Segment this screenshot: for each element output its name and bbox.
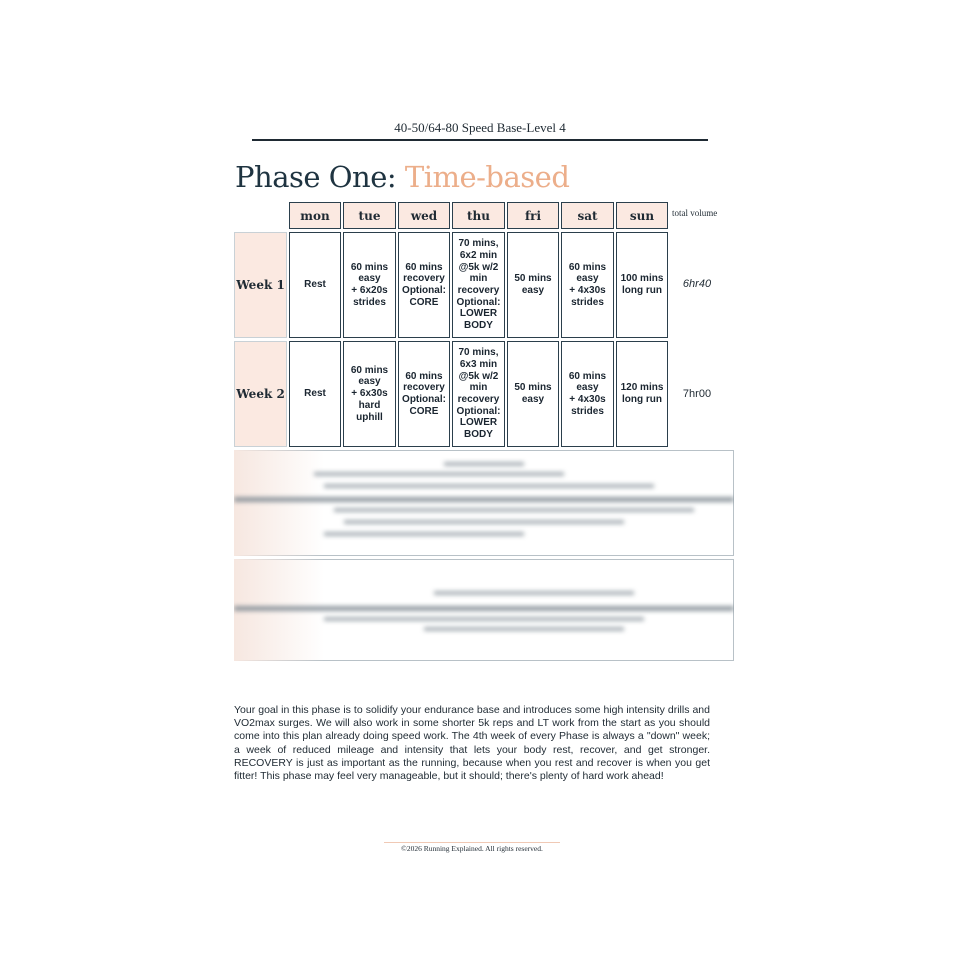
workout-cell: 60 mins easy + 6x30s hard uphill [343,341,396,447]
phase-title-accent: Time-based [404,160,570,194]
day-header-wed: wed [398,202,450,229]
workout-cell: 60 mins easy + 6x20s strides [343,232,396,338]
total-volume-value: 7hr00 [682,388,712,400]
day-header-sat: sat [561,202,614,229]
blurred-text [324,532,524,536]
workout-cell: 50 mins easy [507,232,559,338]
blurred-text [344,520,624,524]
blurred-week-row [234,450,734,556]
blurred-row-shade [234,450,324,556]
total-volume-header: total volume [672,208,718,218]
day-header-mon: mon [289,202,341,229]
blurred-text [324,617,644,621]
week-label: Week 2 [234,341,287,447]
workout-cell: 70 mins, 6x3 min @5k w/2 min recovery Optional: LOWER BODY [452,341,505,447]
header-rule [252,139,708,141]
workout-cell: 70 mins, 6x2 min @5k w/2 min recovery Optional: LOWER BODY [452,232,505,338]
blurred-text [434,591,634,595]
phase-title-main: Phase One: [235,160,405,194]
blurred-text [334,508,694,512]
blurred-text [234,606,734,611]
workout-cell: 60 mins recovery Optional: CORE [398,341,450,447]
week-label: Week 1 [234,232,287,338]
workout-cell: 100 mins long run [616,232,668,338]
document-header-title: 40-50/64-80 Speed Base-Level 4 [394,120,566,135]
blurred-text [324,484,654,488]
footer-rule [384,842,560,843]
blurred-text [314,472,564,476]
copyright-footer: ©2026 Running Explained. All rights reserved. [401,844,543,853]
day-header-thu: thu [452,202,505,229]
workout-cell: Rest [289,232,341,338]
workout-cell: Rest [289,341,341,447]
phase-description: Your goal in this phase is to solidify your endurance base and introduces some high intensity drills and VO2max surges. We will also work in some shorter 5k reps and LT work from the start as you should come into this plan already doing speed work. The 4th week of every Phase is always a "down" week; a week of reduced mileage and intensity that lets your body rest, recover, and get stronger. RECOVERY is just as important as the running, because when you rest and recover is when you get fitter! This phase may feel very manageable, but it should; there's plenty of hard work ahead! [234,704,710,783]
day-header-tue: tue [343,202,396,229]
workout-cell: 60 mins easy + 4x30s strides [561,232,614,338]
workout-cell: 60 mins easy + 4x30s strides [561,341,614,447]
day-header-sun: sun [616,202,668,229]
blurred-text [444,462,524,466]
blurred-text [424,627,624,631]
blurred-text [234,497,734,502]
total-volume-value: 6hr40 [682,278,712,290]
day-header-fri: fri [507,202,559,229]
workout-cell: 60 mins recovery Optional: CORE [398,232,450,338]
blurred-week-row [234,559,734,661]
phase-title [235,160,569,194]
workout-cell: 120 mins long run [616,341,668,447]
workout-cell: 50 mins easy [507,341,559,447]
